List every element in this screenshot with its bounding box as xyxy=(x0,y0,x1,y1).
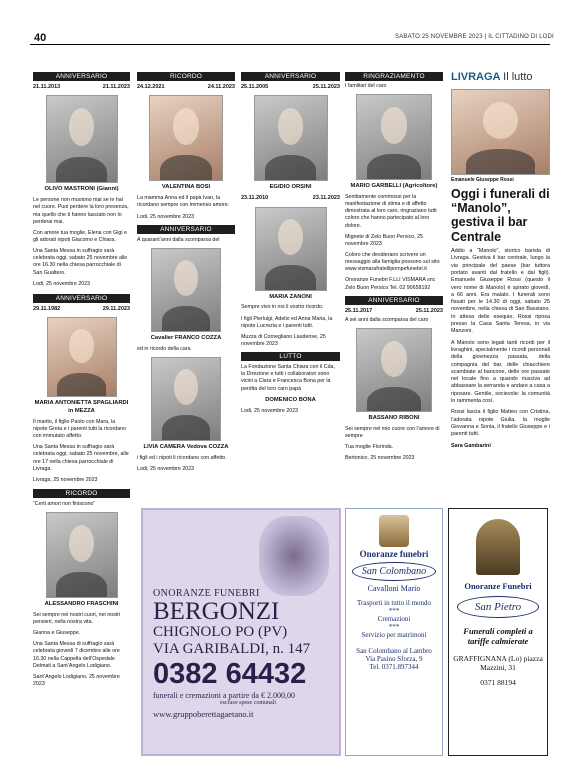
ad-line: Via Pasino Sforza, 9 xyxy=(365,655,423,663)
deceased-name: VALENTINA BOSI xyxy=(161,184,211,191)
article-paragraph: A Manolo sono legati tanti ricordi per il livraghini, specialmente i ricordi personali della giovinezza passata, della compagnia del bar, delle chiacchiere scambiate al bancone, delle ore passate nel locale fino a quando riusciva ad abbassare la serranda e andare a casa a riposare. Gentile, socievole: la comunità lo rammenta così. xyxy=(451,339,550,405)
ad-line: Onoranze Funebri xyxy=(464,581,532,591)
article-paragraph: Addio a “Manolo”, storico barista di Livraga. Gestiva il bar centrale, lungo la via principale del paese (bar tuttora portato avanti dal fratello e dai figli). Emanuele Giuseppe Rossi (questo il vero nome di Manolo) è spirato giovedì, a 66 anni. Era malato. I funerali sono fissati per le 14.30 di oggi, sabato 25 novembre, nella chiesa di San Bassiano. In attesa delle esequie, Rossi riposa presso la Casa Santa Teresa, in via Manzoni. xyxy=(451,248,550,335)
date-right: 23.11.2023 xyxy=(312,195,340,202)
saint-image xyxy=(476,519,520,575)
ad-line: escluso spese comunali xyxy=(220,700,276,707)
column-3 xyxy=(241,72,340,419)
column-1 xyxy=(33,72,130,692)
notice-place-date: Sant’Angelo Lodigiano, 25 novembre 2023 xyxy=(33,673,120,688)
deceased-name: Cavalier FRANCO COZZA xyxy=(150,334,222,341)
portrait-photo xyxy=(356,328,432,412)
ad-line: funerali e cremazioni a partire da € 2.000,00 xyxy=(153,691,295,701)
ad-brand: BERGONZI xyxy=(153,598,280,625)
deceased-name: BASSANO RIBONI xyxy=(368,415,420,422)
date-left: 21.11.2013 xyxy=(33,84,61,90)
deceased-name: ALESSANDRO FRASCHINI xyxy=(44,601,119,608)
header-rule xyxy=(30,44,550,45)
ad-bergonzi xyxy=(141,508,341,756)
notice-text: ed in ricordo della cara xyxy=(137,345,191,352)
saint-image xyxy=(379,515,409,547)
notice-dates xyxy=(241,84,340,91)
deceased-name: LIVIA CAMERA Vedova COZZA xyxy=(143,443,229,450)
column-2 xyxy=(137,72,235,477)
ad-brand: San Colombano xyxy=(352,562,436,581)
date-right: 25.11.2023 xyxy=(312,84,340,90)
notice-bar: RINGRAZIAMENTO xyxy=(345,72,443,81)
article-photo xyxy=(451,89,550,175)
notice-place-date: Lodi, 25 novembre 2023 xyxy=(137,213,195,220)
notice-text: Sei sempre nel mio cuore con l’amore di sempre xyxy=(345,426,440,440)
portrait-photo xyxy=(46,95,118,183)
notice-place-date: Bertonico, 25 novembre 2023 xyxy=(345,455,415,462)
notice-bar: ANNIVERSARIO xyxy=(345,296,443,305)
photo-caption: Emanuele Giuseppe Rossi xyxy=(451,176,514,183)
notice-text: Le persone non muoiono mai se le hai nel cuore. Puoi perdere la loro presenza, ma quello che ti hanno lasciato non lo perderai mai. xyxy=(33,197,129,225)
page-number: 40 xyxy=(34,32,47,44)
christ-face-image xyxy=(259,516,329,596)
date-right: 25.11.2023 xyxy=(415,307,443,314)
ad-line: Servizio per matrimoni xyxy=(361,631,427,639)
notice-dates xyxy=(137,84,235,91)
notice-text: Una Santa Messa in suffragio sarà celebrata oggi, sabato 25 novembre alle ore 16.30 nella chiesa parrocchiale di San Gualtero. xyxy=(33,248,128,276)
notice-text: Il marito, il figlio Paolo con Mara, la nipote Greta e i parenti tutti la ricordano con immutato affetto. xyxy=(33,418,127,440)
ad-address: GRAFFIGNANA (Lo) piazza Mazzini, 31 xyxy=(453,654,543,672)
notice-bar: ANNIVERSARIO xyxy=(137,225,235,234)
article-paragraph: Rossi lascia il figlio Matteo con Cristina, l’adorata nipote Giulia, la moglie Giovanna e Sonia, il fratello Giuseppe e i parenti tutti. xyxy=(451,409,550,438)
article-place: LIVRAGA xyxy=(451,71,501,83)
notice-quote: “Certi amori non finiscono” xyxy=(33,500,96,507)
date-left: 29.11.1982 xyxy=(33,305,61,312)
article-section: Il lutto xyxy=(503,71,533,83)
ad-line: Cremazioni xyxy=(377,615,411,623)
notice-text: Tua moglie Florinda. xyxy=(345,444,394,451)
deceased-name: OLIVO MASTRONI (Gianni) xyxy=(44,186,119,193)
portrait-photo xyxy=(149,95,223,181)
notice-text: I figli Pierluigi, Adelio ed Anna Maria, la nipote Lucrezia e i parenti tutti. xyxy=(241,315,333,329)
notice-text: Una Santa Messa in suffragio sarà celebrata oggi, sabato 25 novembre, alle ore 17 nella chiesa parrocchiale di Livraga. xyxy=(33,444,129,472)
date-right: 21.11.2023 xyxy=(102,84,130,90)
notice-text: Sempre vivo in noi il vostro ricordo. xyxy=(241,304,324,311)
article-byline: Sara Gambarini xyxy=(451,442,491,449)
notice-dates xyxy=(33,306,130,313)
ad-line: Cavalloni Mario xyxy=(367,584,421,593)
ad-stars: *** xyxy=(388,607,400,615)
ad-stars: *** xyxy=(388,623,400,631)
ad-line: Funerali completi a tariffe calmierate xyxy=(463,626,533,646)
ad-phone: Tel. 0371.897344 xyxy=(369,663,419,671)
ad-website: www.gruppoberettagaetano.it xyxy=(153,709,254,720)
notice-dates xyxy=(241,195,340,202)
notice-bar: ANNIVERSARIO xyxy=(33,72,130,81)
notice-intro: A quarant’anni dalla scomparsa del xyxy=(137,236,220,243)
notice-bar: ANNIVERSARIO xyxy=(33,294,130,303)
article-kicker xyxy=(451,70,550,85)
deceased-name: MARIA ZANONI xyxy=(269,293,312,300)
article-title: Oggi i funerali di “Manolo”, gestiva il bar Centrale xyxy=(451,186,550,244)
notice-text: i figli ed i nipoti li ricordano con affetto. xyxy=(137,454,227,461)
ad-phone: 0371 88194 xyxy=(480,678,516,687)
notice-bar: RICORDO xyxy=(33,489,130,498)
portrait-photo xyxy=(151,248,221,332)
ad-brand: San Pietro xyxy=(457,596,539,618)
date-left: 23.11.2010 xyxy=(241,195,269,202)
notice-text: La mamma Anna ed il papà Ivan, la ricordano sempre con immenso amore. xyxy=(137,195,230,209)
ad-line: San Colombano al Lambro xyxy=(356,647,432,655)
notice-place-date: Lodi, 25 novembre 2023 xyxy=(137,465,195,472)
notice-place-date: Mignete di Zelo Buon Persico, 25 novembre 2023 xyxy=(345,233,424,247)
notice-text: Sentitamente commossi per la manifestazione di stima e di affetto dimostrata al loro caro, ringraziano tutti coloro che hanno partecipato al loro dolore. xyxy=(345,193,437,229)
notice-bar: ANNIVERSARIO xyxy=(241,72,340,81)
notice-dates xyxy=(33,84,130,91)
portrait-photo xyxy=(46,512,118,598)
date-left: 24.12.2021 xyxy=(137,84,165,90)
notice-place-date: Muzza di Cornegliano Laudense, 25 novembre 2023 xyxy=(241,333,326,348)
notice-place-date: Lodi, 25 novembre 2023 xyxy=(33,280,91,287)
portrait-photo xyxy=(255,207,327,291)
notice-dates xyxy=(345,308,443,315)
deceased-name: DOMENICO BONA xyxy=(265,396,316,403)
portrait-photo xyxy=(151,357,221,441)
notice-place-date: Lodi, 25 novembre 2023 xyxy=(241,407,299,414)
page-header xyxy=(0,0,580,48)
notice-text: Sei sempre nei nostri cuori, nei nostri pensieri, nella nostra vita. xyxy=(33,611,121,626)
date-left: 25.11.2017 xyxy=(345,307,373,314)
portrait-photo xyxy=(47,317,117,397)
deceased-name: MARIO GARBELLI (Agricoltore) xyxy=(350,183,438,190)
ad-san-pietro xyxy=(448,508,548,756)
ad-san-colombano xyxy=(345,508,443,756)
portrait-photo xyxy=(254,95,328,181)
deceased-name: EGIDIO ORSINI xyxy=(269,184,312,191)
header-date-line: SABATO 25 NOVEMBRE 2023 | IL CITTADINO DI LODI xyxy=(395,34,554,40)
news-article xyxy=(451,70,550,450)
deceased-name: MARIA ANTONIETTA SPAGLIARDI in MEZZA xyxy=(34,400,129,415)
notice-text: Coloro che desiderano scrivere un messaggio alla famiglia possono sul sito www.vismarafratellipompefunebri.it xyxy=(345,251,440,273)
notice-text: La Fondazione Santa Chiara con il Cda, la Direzione e tutti i collaboratori sono vicini a Clara e Francesca Bona per la perdita del loro caro papà xyxy=(241,364,335,392)
notice-intro: A sei anni dalla scomparsa del caro xyxy=(345,317,429,324)
notice-text: Una Santa Messa di suffragio sarà celebrata giovedì 7 dicembre alle ore 16.30 nella Cappella dell’Ospedale Delmati a Sant’Angelo Lodigiano. xyxy=(33,641,120,669)
date-right: 24.11.2023 xyxy=(207,84,235,90)
notice-text: Onoranze Funebri F.LLI VISMARA snc Zelo Buon Persico Tel. 02 90658192 xyxy=(345,277,436,291)
notice-place-date: Livraga, 25 novembre 2023 xyxy=(33,476,98,483)
ad-phone: 0382 64432 xyxy=(153,658,307,690)
notice-text: Con amore tua moglie, Elena con Gigi e gli adorati nipoti Giacomo e Chiara. xyxy=(33,229,127,243)
notice-text: Gianna e Giuseppe. xyxy=(33,630,81,637)
column-4 xyxy=(345,72,443,467)
notice-intro: I familiari del caro xyxy=(345,83,387,89)
ad-line: CHIGNOLO PO (PV) xyxy=(153,624,288,640)
ad-line: VIA GARIBALDI, n. 147 xyxy=(153,641,311,657)
date-left: 25.11.2005 xyxy=(241,84,269,90)
ad-line: ONORANZE FUNEBRI xyxy=(153,588,260,599)
ad-line: Trasporti in tutto il mondo xyxy=(356,599,432,607)
date-right: 29.11.2023 xyxy=(102,305,130,312)
notice-bar: LUTTO xyxy=(241,352,340,361)
ad-line: Onoranze funebri xyxy=(359,549,429,559)
portrait-photo xyxy=(356,94,432,180)
notice-bar: RICORDO xyxy=(137,72,235,81)
